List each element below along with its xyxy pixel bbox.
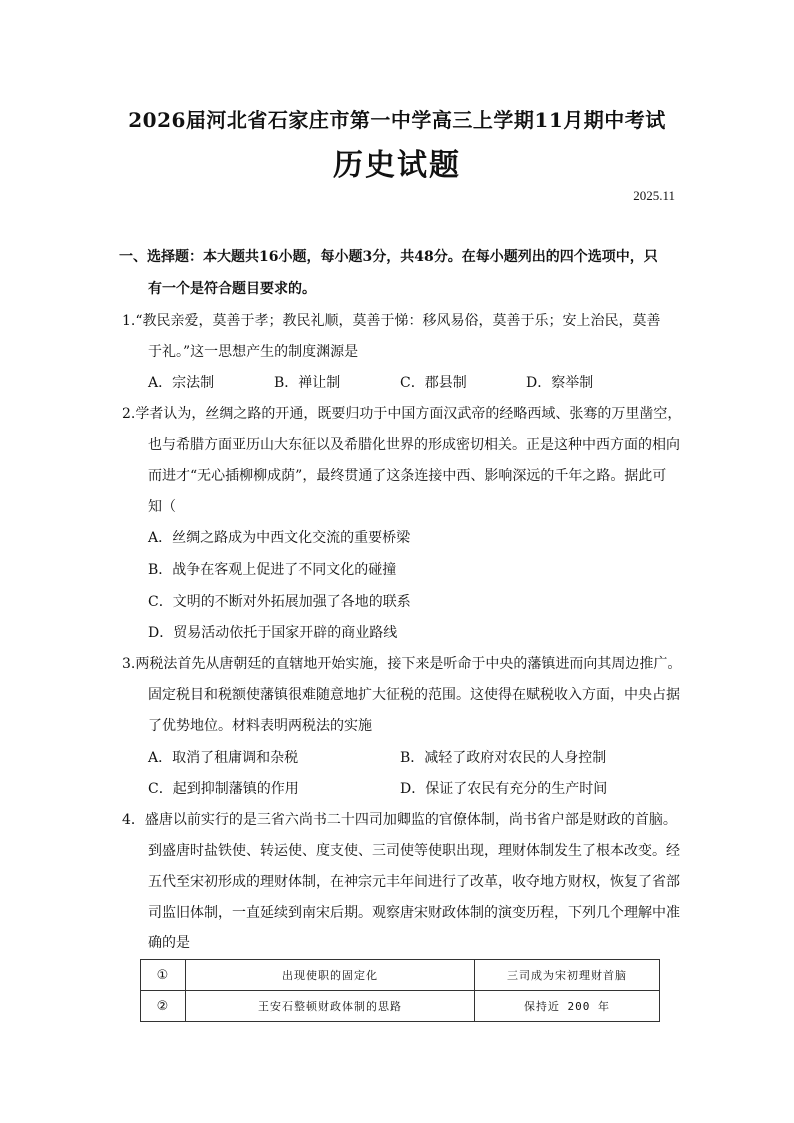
- q1-options: [148, 373, 593, 393]
- q4-stem-line5: 确的是: [148, 935, 190, 951]
- q3-option-a[interactable]: A．取消了租庸调和杂税: [148, 750, 299, 766]
- q3-option-b[interactable]: B．减轻了政府对农民的人身控制: [400, 750, 607, 766]
- table-cell: 三司成为宋初理财首脑: [475, 960, 660, 991]
- q4-stem-line3: 五代至宋初形成的理财体制，在神宗元丰年间进行了改革，收夺地方财权，恢复了省部: [148, 874, 680, 890]
- exam-date: 2025.11: [633, 188, 675, 203]
- table-cell: 王安石整顿财政体制的思路: [186, 991, 475, 1022]
- q2-option-a[interactable]: A．丝绸之路成为中西文化交流的重要桥梁: [148, 530, 411, 546]
- section-heading-line2: 有一个是符合题目要求的。: [148, 281, 316, 297]
- q4-choice-table: [140, 959, 660, 1022]
- q1-option-d[interactable]: D．察举制: [526, 375, 594, 391]
- q4-stem-line2: 到盛唐时盐铁使、转运使、度支使、三司使等使职出现，理财体制发生了根本改变。经: [148, 843, 680, 859]
- row-marker: ①: [141, 960, 186, 991]
- q2-stem-line3: 而进才“无心插柳柳成荫”，最终贯通了这条连接中西、影响深远的千年之路。据此可: [148, 468, 667, 484]
- q2-stem-line2: 也与希腊方面亚历山大东征以及希腊化世界的形成密切相关。正是这种中西方面的相向: [148, 437, 680, 453]
- q3-options-row1: [148, 748, 606, 768]
- q3-stem-line3: 了优势地位。材料表明两税法的实施: [148, 718, 372, 734]
- q4-stem-line4: 司监旧体制，一直延续到南宋后期。观察唐宋财政体制的演变历程，下列几个理解中准: [148, 905, 680, 921]
- q3-stem-line1: 3.两税法首先从唐朝廷的直辖地开始实施，接下来是听命于中央的藩镇进而向其周边推广。: [122, 656, 682, 672]
- q1-option-a[interactable]: A．宗法制: [148, 375, 215, 391]
- q3-option-d[interactable]: D．保证了农民有充分的生产时间: [400, 781, 608, 797]
- exam-subtitle: 历史试题: [333, 148, 461, 183]
- section-heading-line1: 一、选择题：本大题共16小题，每小题3分，共48分。在每小题列出的四个选项中，只: [119, 249, 658, 265]
- q2-stem-line1: 2.学者认为，丝绸之路的开通，既要归功于中国方面汉武帝的经略西域、张骞的万里凿空，: [122, 406, 682, 422]
- q3-options-row2: [148, 779, 607, 799]
- q2-option-c[interactable]: C．文明的不断对外拓展加强了各地的联系: [148, 594, 411, 610]
- q2-stem-line4: 知（: [148, 499, 176, 515]
- q4-stem-line1: 4．盛唐以前实行的是三省六尚书二十四司加卿监的官僚体制，尚书省户部是财政的首脑。: [122, 812, 677, 828]
- q3-stem-line2: 固定税目和税额使藩镇很难随意地扩大征税的范围。这使得在赋税收入方面，中央占据: [148, 687, 680, 703]
- table-row[interactable]: [141, 991, 660, 1022]
- q1-stem-line1: 1.“教民亲爱，莫善于孝；教民礼顺，莫善于悌：移风易俗，莫善于乐；安上治民，莫善: [122, 313, 661, 329]
- table-row[interactable]: [141, 960, 660, 991]
- row-marker: ②: [141, 991, 186, 1022]
- q1-stem-line2: 于礼。”这一思想产生的制度渊源是: [148, 344, 359, 360]
- exam-title: 2026届河北省石家庄市第一中学高三上学期11月期中考试: [128, 108, 666, 132]
- q1-option-c[interactable]: C．郡县制: [400, 375, 467, 391]
- q2-option-b[interactable]: B．战争在客观上促进了不同文化的碰撞: [148, 562, 397, 578]
- q2-option-d[interactable]: D．贸易活动依托于国家开辟的商业路线: [148, 625, 398, 641]
- table-cell: 保持近 200 年: [475, 991, 660, 1022]
- q1-option-b[interactable]: B．禅让制: [274, 375, 341, 391]
- q3-option-c[interactable]: C．起到抑制藩镇的作用: [148, 781, 299, 797]
- table-cell: 出现使职的固定化: [186, 960, 475, 991]
